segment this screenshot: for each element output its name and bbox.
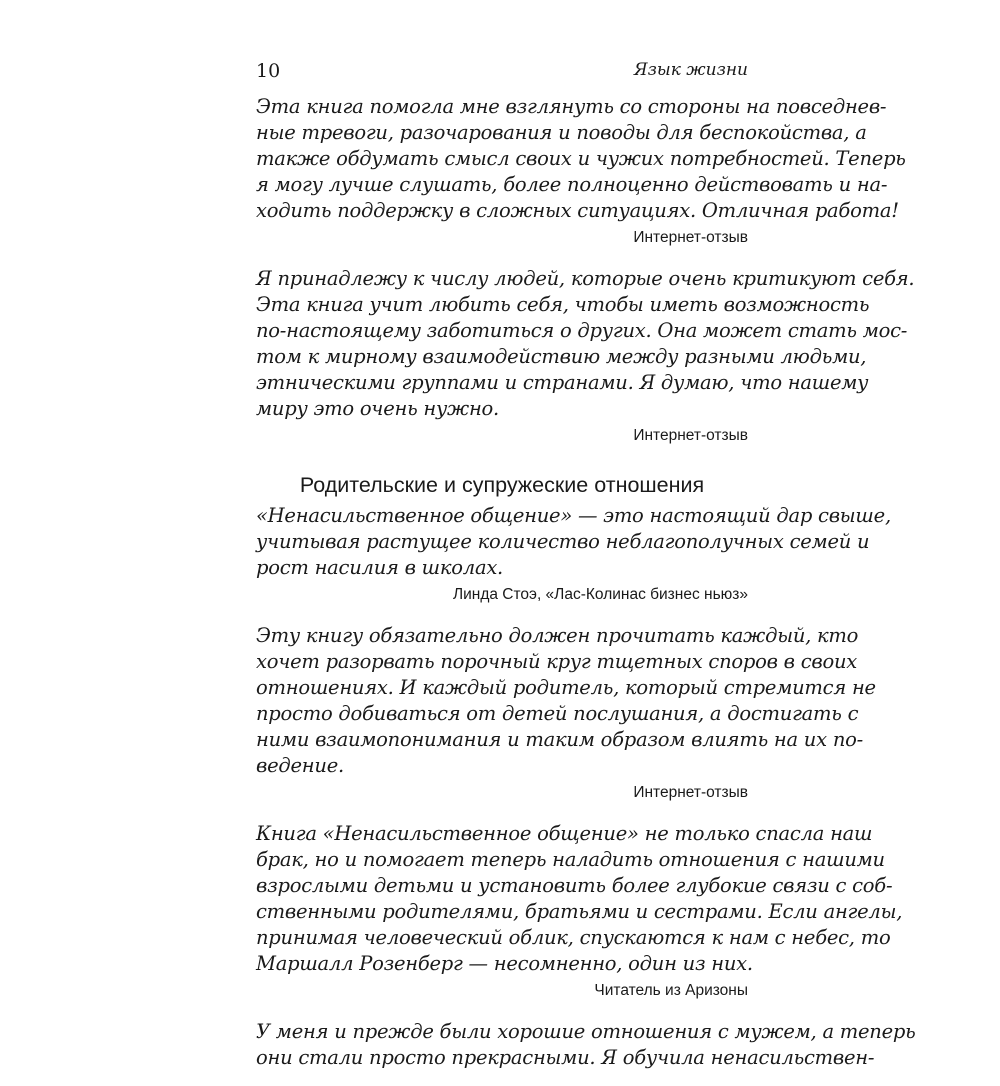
quote-line: этническими группами и странами. Я думаю, что нашему [256,371,869,394]
book-page [256,60,916,1086]
quote-text [256,623,876,779]
running-title: Язык жизни [633,60,748,80]
quote-line: принимая человеческий облик, спускаются к нам с небес, то [256,926,891,949]
quote-text [256,266,915,422]
quote-line: взрослыми детьми и установить более глубокие связи с соб- [256,874,893,897]
section-heading: Родительские и супружеские отношения [299,473,705,497]
quote-text [256,1019,916,1071]
quote-attribution: Интернет-отзыв [633,229,748,246]
quote-line: просто добиваться от детей послушания, а достигать с [256,702,859,725]
quote-line: ними взаимопонимания и таким образом влиять на их по- [256,728,863,751]
quote-line: учитывая растущее количество неблагополучных семей и [256,530,870,553]
quote-line: также обдумать смысл своих и чужих потребностей. Теперь [256,147,906,170]
page-number: 10 [256,60,281,82]
quote-line: рост насилия в школах. [256,556,504,579]
quote-line: ные тревоги, разочарования и поводы для беспокойства, а [256,121,867,144]
quote-line: они стали просто прекрасными. Я обучила ненасильствен- [256,1046,875,1069]
quote-line: Эта книга учит любить себя, чтобы иметь возможность [256,293,870,316]
quote-attribution: Интернет-отзыв [633,784,748,801]
quote-line: ходить поддержку в сложных ситуациях. Отличная работа! [256,199,899,222]
quote-text [256,821,903,977]
quote-line: отношениях. И каждый родитель, который стремится не [256,676,876,699]
quote-line: Эта книга помогла мне взглянуть со стороны на повседнев- [256,95,887,118]
quote-line: брак, но и помогает теперь наладить отношения с нашими [256,848,885,871]
quote-line: хочет разорвать порочный круг тщетных споров в своих [256,650,858,673]
quote-attribution: Линда Стоэ, «Лас-Колинас бизнес ньюз» [452,586,748,603]
quote-block [256,1019,916,1071]
quote-text [256,503,891,581]
quote-line: У меня и прежде были хорошие отношения с мужем, а теперь [256,1020,916,1043]
quote-attribution: Читатель из Аризоны [594,982,748,999]
quote-block [256,266,915,449]
quote-line: ственными родителями, братьями и сестрами. Если ангелы, [256,900,903,923]
quote-attribution: Интернет-отзыв [633,427,748,444]
quote-line: миру это очень нужно. [256,397,499,420]
quote-line: по-настоящему заботиться о других. Она может стать мос- [256,319,908,342]
quote-line: Я принадлежу к числу людей, которые очень критикуют себя. [256,267,915,290]
quote-line: «Ненасильственное общение» — это настоящий дар свыше, [256,504,891,527]
quote-text [256,94,906,224]
quote-block [256,623,876,806]
quote-line: ведение. [256,754,344,777]
quote-line: Эту книгу обязательно должен прочитать каждый, кто [256,624,859,647]
running-head [256,60,748,86]
quote-block [256,94,906,251]
quote-block [256,503,891,608]
quote-line: Книга «Ненасильственное общение» не только спасла наш [256,822,873,845]
quote-line: я могу лучше слушать, более полноценно действовать и на- [256,173,888,196]
quote-line: Маршалл Розенберг — несомненно, один из них. [256,952,753,975]
quote-block [256,821,903,1004]
quote-line: том к мирному взаимодействию между разными людьми, [256,345,867,368]
